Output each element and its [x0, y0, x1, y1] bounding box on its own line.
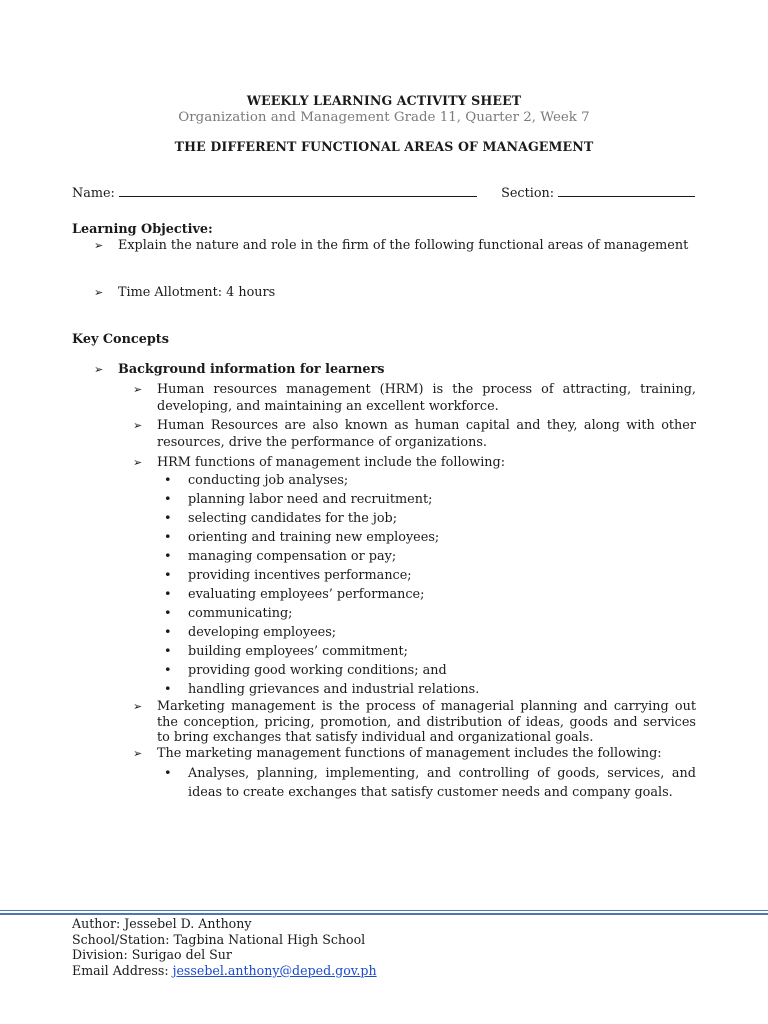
background-heading: ➢ Background information for learners: [94, 362, 385, 377]
list-item: • evaluating employees’ performance;: [164, 585, 479, 604]
list-item: • orienting and training new employees;: [164, 528, 479, 547]
arrowhead-bullet-icon: ➢: [94, 363, 104, 376]
round-bullet-icon: •: [164, 766, 172, 781]
document-header: [0, 92, 768, 126]
topic-heading: THE DIFFERENT FUNCTIONAL AREAS OF MANAGEMENT: [174, 139, 594, 154]
list-item: • providing incentives performance;: [164, 566, 479, 585]
document-title: WEEKLY LEARNING ACTIVITY SHEET: [246, 93, 522, 108]
name-label: Name:: [72, 186, 115, 201]
list-item: • selecting candidates for the job;: [164, 509, 479, 528]
section-field[interactable]: [558, 186, 695, 197]
author-footer: [72, 916, 377, 978]
division-line: Division: Surigao del Sur: [72, 947, 232, 963]
arrowhead-bullet-icon: ➢: [133, 747, 143, 760]
document-subtitle: Organization and Management Grade 11, Quarter 2, Week 7: [178, 110, 590, 125]
marketing-functions-intro: ➢ The marketing management functions of management includes the following:: [133, 746, 662, 761]
list-item: • communicating;: [164, 604, 479, 623]
hrm-functions-intro: ➢ HRM functions of management include the following:: [133, 455, 506, 470]
email-line: [72, 963, 377, 979]
arrowhead-bullet-icon: ➢: [133, 419, 143, 432]
hrm-functions-list: [164, 471, 479, 699]
section-label: Section:: [501, 186, 555, 201]
footer-divider: [0, 913, 768, 915]
list-item: • handling grievances and industrial relations.: [164, 680, 479, 699]
list-item: • managing compensation or pay;: [164, 547, 479, 566]
marketing-definition: ➢ Marketing management is the process of managerial planning and carrying out the conception, pricing, promotion, and distribution of ideas, goods and services to bring exchanges that satisfy individual and organizational goals.: [133, 699, 696, 745]
arrowhead-bullet-icon: ➢: [94, 286, 104, 299]
list-item: • developing employees;: [164, 623, 479, 642]
list-item: • conducting job analyses;: [164, 471, 479, 490]
arrowhead-bullet-icon: ➢: [94, 239, 104, 252]
human-capital-note: ➢ Human Resources are also known as human capital and they, along with other resources, drive the performance of organizations.: [133, 418, 696, 450]
learning-objective-heading: Learning Objective:: [72, 222, 213, 237]
objective-item: ➢ Explain the nature and role in the firm of the following functional areas of management: [94, 238, 689, 253]
school-line: School/Station: Tagbina National High School: [72, 931, 366, 947]
author-line: Author: Jessebel D. Anthony: [72, 916, 252, 931]
arrowhead-bullet-icon: ➢: [133, 383, 143, 396]
key-concepts-heading: Key Concepts: [72, 332, 169, 347]
time-allotment: ➢ Time Allotment: 4 hours: [94, 285, 276, 300]
list-item: • planning labor need and recruitment;: [164, 490, 479, 509]
email-label: Email Address:: [72, 962, 169, 978]
hrm-definition: ➢ Human resources management (HRM) is the process of attracting, training, developing, and maintaining an excellent workforce.: [133, 382, 696, 414]
name-field[interactable]: [119, 186, 477, 197]
footer-divider: [0, 910, 768, 911]
email-link[interactable]: jessebel.anthony@deped.gov.ph: [172, 962, 377, 978]
name-section-line: [72, 186, 696, 201]
list-item: • providing good working conditions; and: [164, 661, 479, 680]
marketing-functions-item: • Analyses, planning, implementing, and controlling of goods, services, and ideas to create exchanges that satisfy customer needs and company goals.: [164, 766, 696, 800]
arrowhead-bullet-icon: ➢: [133, 700, 143, 713]
list-item: • building employees’ commitment;: [164, 642, 479, 661]
arrowhead-bullet-icon: ➢: [133, 456, 143, 469]
